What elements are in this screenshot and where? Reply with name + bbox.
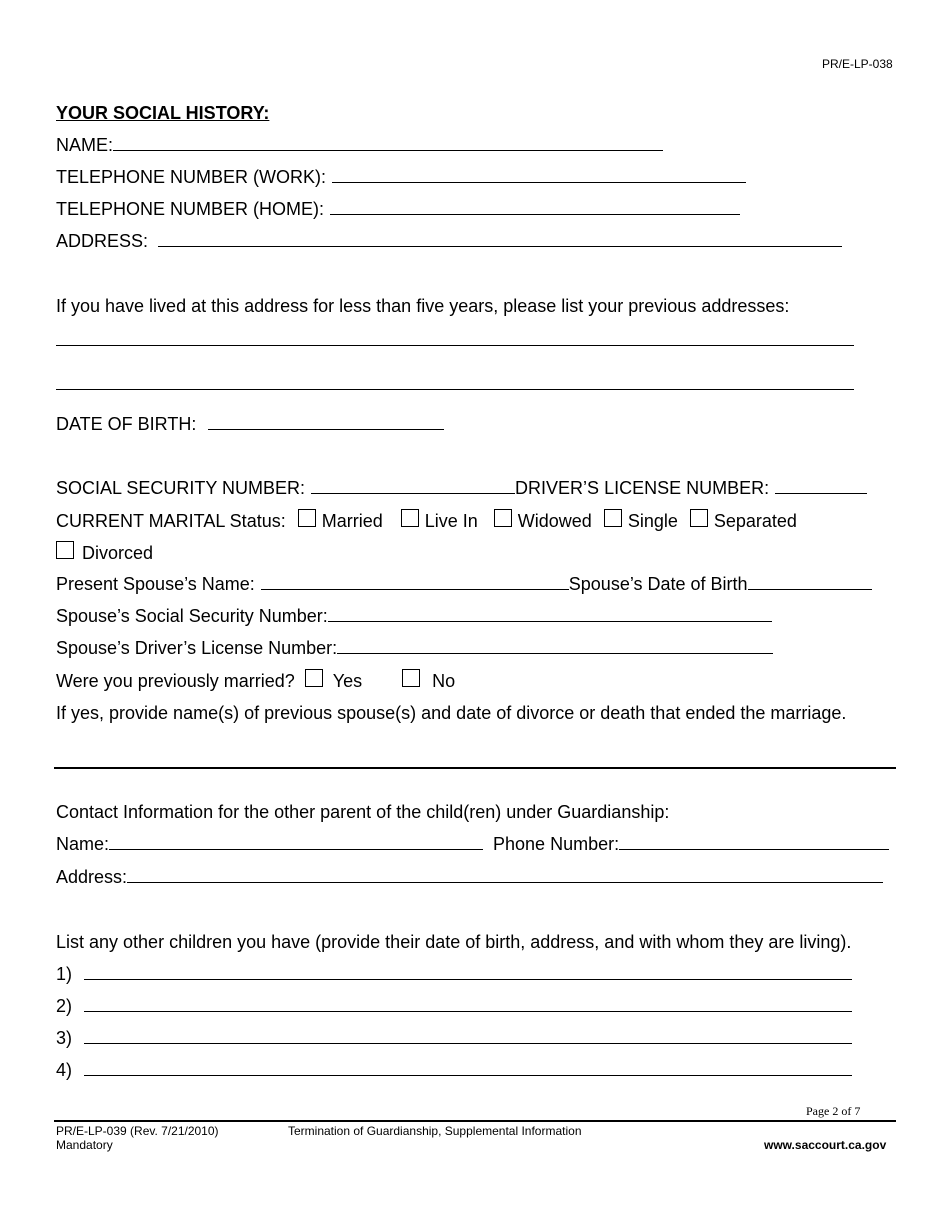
dob-field[interactable]: [208, 413, 444, 430]
address-label: ADDRESS:: [56, 231, 149, 251]
other-parent-name-field[interactable]: [109, 833, 483, 850]
child-line-1[interactable]: [84, 963, 852, 980]
spouse-dl-field[interactable]: [337, 637, 773, 654]
child-number: 2): [56, 996, 73, 1016]
prev-married-no-label: No: [432, 671, 456, 691]
address-field[interactable]: [158, 230, 842, 247]
section-title: YOUR SOCIAL HISTORY:: [56, 103, 270, 123]
live-in-checkbox[interactable]: [401, 509, 419, 527]
footer-form-id: PR/E-LP-039 (Rev. 7/21/2010): [56, 1124, 219, 1138]
married-label: Married: [321, 511, 383, 531]
form-code-top: PR/E-LP-038: [822, 57, 893, 71]
tel-work-label: TELEPHONE NUMBER (WORK):: [56, 167, 327, 187]
tel-work-field[interactable]: [332, 166, 746, 183]
widowed-checkbox[interactable]: [494, 509, 512, 527]
child-number: 4): [56, 1060, 73, 1080]
other-parent-address-field[interactable]: [127, 866, 883, 883]
previous-address-line-1[interactable]: [56, 345, 854, 346]
spouse-ssn-field[interactable]: [328, 605, 772, 622]
child-number: 3): [56, 1028, 73, 1048]
previous-addresses-prompt: If you have lived at this address for less than five years, please list your previous addresses:: [56, 296, 790, 316]
married-checkbox[interactable]: [298, 509, 316, 527]
section-divider: [54, 767, 896, 769]
separated-checkbox[interactable]: [690, 509, 708, 527]
footer-website[interactable]: www.saccourt.ca.gov: [764, 1138, 887, 1152]
spouse-name-field[interactable]: [261, 573, 569, 590]
spouse-ssn-label: Spouse’s Social Security Number:: [56, 606, 328, 626]
spouse-name-label: Present Spouse’s Name:: [56, 574, 255, 594]
dl-field[interactable]: [775, 477, 867, 494]
child-line-3[interactable]: [84, 1027, 852, 1044]
dob-label: DATE OF BIRTH:: [56, 414, 197, 434]
children-prompt: List any other children you have (provide their date of birth, address, and with whom they are living).: [56, 932, 852, 952]
tel-home-field[interactable]: [330, 198, 740, 215]
prev-spouse-prompt: If yes, provide name(s) of previous spouse(s) and date of divorce or death that ended the marriage.: [56, 703, 847, 723]
prev-married-no-checkbox[interactable]: [402, 669, 420, 687]
spouse-dl-label: Spouse’s Driver’s License Number:: [56, 638, 338, 658]
other-parent-phone-field[interactable]: [619, 833, 889, 850]
other-parent-address-label: Address:: [56, 867, 128, 887]
other-parent-name-label: Name:: [56, 834, 110, 854]
live-in-label: Live In: [424, 511, 478, 531]
child-line-4[interactable]: [84, 1059, 852, 1076]
footer-mandatory: Mandatory: [56, 1138, 113, 1152]
separated-label: Separated: [713, 511, 797, 531]
other-parent-heading: Contact Information for the other parent of the child(ren) under Guardianship:: [56, 802, 670, 822]
page-number: Page 2 of 7: [806, 1104, 861, 1118]
single-checkbox[interactable]: [604, 509, 622, 527]
child-number: 1): [56, 964, 73, 984]
prev-married-yes-checkbox[interactable]: [305, 669, 323, 687]
previous-address-line-2[interactable]: [56, 389, 854, 390]
ssn-label: SOCIAL SECURITY NUMBER:: [56, 478, 306, 498]
dl-label: DRIVER’S LICENSE NUMBER:: [515, 478, 770, 498]
child-line-2[interactable]: [84, 995, 852, 1012]
divorced-checkbox[interactable]: [56, 541, 74, 559]
name-label: NAME:: [56, 135, 114, 155]
other-parent-phone-label: Phone Number:: [493, 834, 620, 854]
spouse-dob-label: Spouse’s Date of Birth: [568, 574, 748, 594]
footer-form-title: Termination of Guardianship, Supplemental Information: [288, 1124, 582, 1138]
footer-rule: [54, 1120, 896, 1122]
divorced-label: Divorced: [82, 543, 154, 563]
marital-status-label: CURRENT MARITAL Status:: [56, 511, 286, 531]
widowed-label: Widowed: [517, 511, 592, 531]
name-field[interactable]: [113, 134, 663, 151]
tel-home-label: TELEPHONE NUMBER (HOME):: [56, 199, 325, 219]
single-label: Single: [627, 511, 678, 531]
spouse-dob-field[interactable]: [748, 573, 872, 590]
ssn-field[interactable]: [311, 477, 515, 494]
prev-married-label: Were you previously married?: [56, 671, 295, 691]
prev-married-yes-label: Yes: [332, 671, 363, 691]
